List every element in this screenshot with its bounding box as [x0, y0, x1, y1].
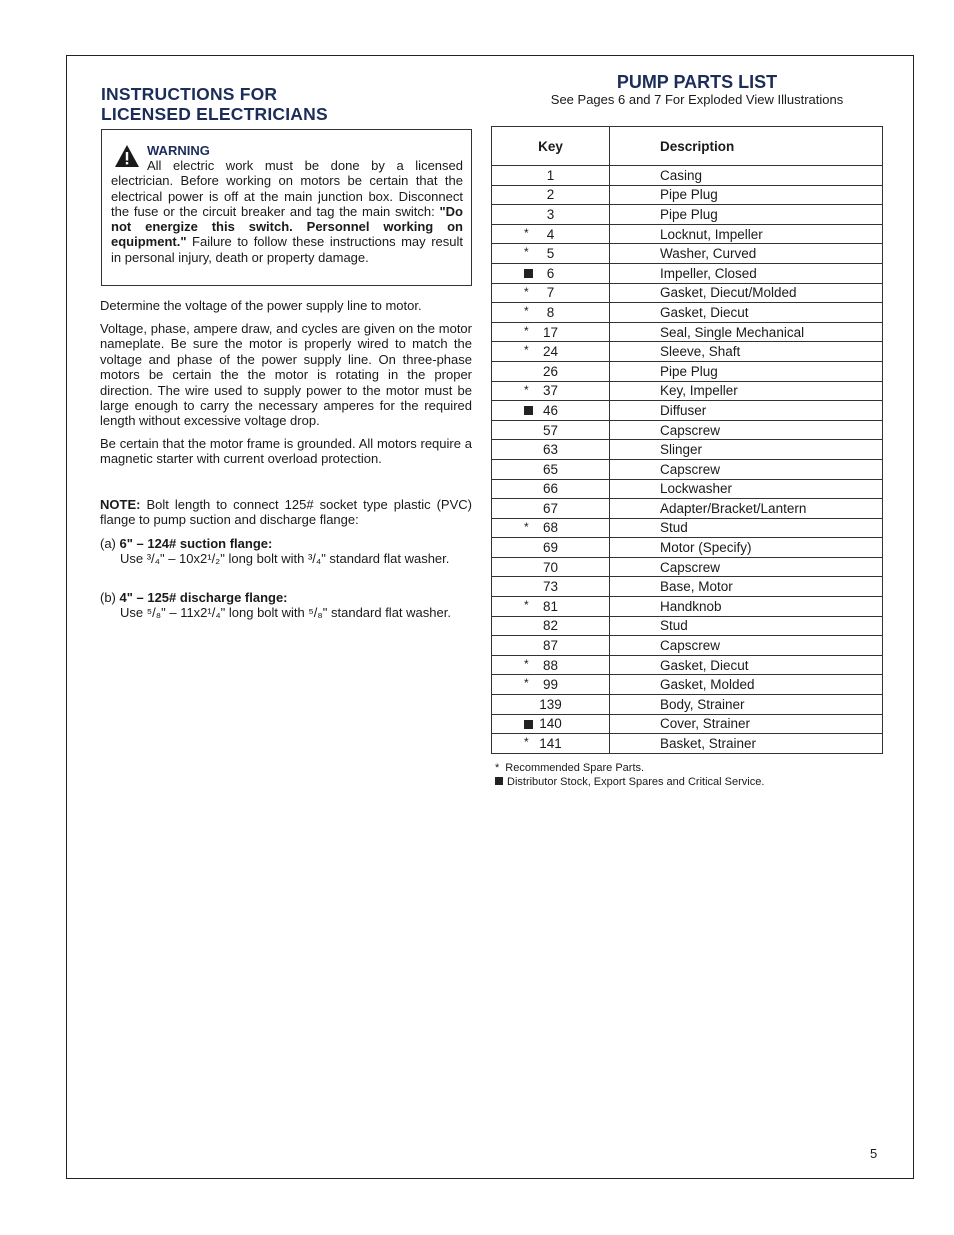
part-key-cell: [492, 381, 610, 401]
part-description: Impeller, Closed: [610, 263, 883, 283]
square-marker-icon: [524, 406, 533, 415]
part-key: 57: [542, 422, 559, 438]
table-row: [492, 263, 883, 283]
paragraph-ground: Be certain that the motor frame is grounded. All motors require a magnetic starter with current overload protection.: [100, 436, 472, 467]
part-description: Capscrew: [610, 557, 883, 577]
part-key-cell: [492, 499, 610, 519]
legend-star-text: Recommended Spare Parts.: [505, 762, 645, 774]
table-row: [492, 303, 883, 323]
part-key-cell: [492, 166, 610, 186]
table-row: [492, 283, 883, 303]
table-row: [492, 420, 883, 440]
part-key: 66: [542, 481, 559, 497]
star-marker-icon: *: [524, 323, 529, 338]
item-a: [100, 536, 472, 567]
table-row: [492, 616, 883, 636]
part-key-cell: [492, 655, 610, 675]
note-text: Bolt length to connect 125# socket type plastic (PVC) flange to pump suction and discharge flange:: [100, 497, 472, 528]
part-key: 68: [542, 520, 559, 536]
table-row: [492, 695, 883, 715]
part-key-cell: [492, 636, 610, 656]
part-key: 37: [542, 383, 559, 399]
table-row: [492, 655, 883, 675]
part-description: Seal, Single Mechanical: [610, 322, 883, 342]
title-line-1: INSTRUCTIONS FOR: [101, 84, 278, 104]
star-marker-icon: *: [524, 225, 529, 240]
part-description: Gasket, Diecut/Molded: [610, 283, 883, 303]
part-key-cell: [492, 244, 610, 264]
note-label: NOTE:: [100, 497, 141, 512]
part-key-cell: [492, 322, 610, 342]
parts-list-subtitle: See Pages 6 and 7 For Exploded View Illustrations: [550, 92, 844, 107]
table-row: [492, 440, 883, 460]
part-description: Base, Motor: [610, 577, 883, 597]
table-row: [492, 361, 883, 381]
part-key: 88: [542, 657, 559, 673]
page-number: 5: [870, 1146, 878, 1161]
part-key: 1: [546, 167, 555, 183]
table-row: [492, 185, 883, 205]
table-row: [492, 205, 883, 225]
square-marker-icon: [524, 269, 533, 278]
warning-text: [111, 158, 463, 265]
part-key-cell: [492, 185, 610, 205]
part-key-cell: [492, 675, 610, 695]
item-a-text: Use ³/₄" – 10x2¹/₂" long bolt with ³/₄" standard flat washer.: [120, 551, 450, 567]
item-b-text: Use ⁵/₈" – 11x2¹/₄" long bolt with ⁵/₈" standard flat washer.: [120, 605, 451, 621]
table-row: [492, 597, 883, 617]
part-key: 139: [539, 696, 562, 712]
part-description: Casing: [610, 166, 883, 186]
star-marker-icon: *: [524, 598, 529, 613]
part-key: 99: [542, 677, 559, 693]
table-row: [492, 322, 883, 342]
table-row: [492, 518, 883, 538]
part-key-cell: [492, 518, 610, 538]
item-b-label: (b): [100, 590, 120, 605]
part-description: Capscrew: [610, 636, 883, 656]
part-key-cell: [492, 597, 610, 617]
warning-text-part: All electric work must be done by a licensed electrician. Before working on motors be certain that the electrical power is off at the main junction box. Disconnect the fuse or the circuit breaker and tag the main switch:: [111, 158, 463, 219]
paragraph-nameplate: Voltage, phase, ampere draw, and cycles are given on the motor nameplate. Be sure the motor is properly wired to match the voltage and phase of the power supply line. On three-phase motors be certain the the motor is rotating in the proper direction. The wire used to supply power to the motor must be large enough to carry the necessary amperes for the required length without excessive voltage drop.: [100, 321, 472, 429]
part-description: Capscrew: [610, 420, 883, 440]
legend-square-text: Distributor Stock, Export Spares and Critical Service.: [507, 776, 765, 788]
table-row: [492, 479, 883, 499]
part-key: 69: [542, 540, 559, 556]
table-row: [492, 538, 883, 558]
table-row: [492, 499, 883, 519]
part-key: 63: [542, 442, 559, 458]
part-key-cell: [492, 361, 610, 381]
table-row: [492, 577, 883, 597]
part-key: 81: [542, 598, 559, 614]
item-b: [100, 590, 472, 621]
part-description: Body, Strainer: [610, 695, 883, 715]
part-description: Motor (Specify): [610, 538, 883, 558]
warning-text-part: Failure to follow these instructions may result in personal injury, death or property damage.: [111, 234, 463, 265]
parts-list-header: [492, 72, 902, 107]
item-a-heading: 6" – 124# suction flange:: [119, 536, 273, 551]
part-key: 70: [542, 559, 559, 575]
part-description: Key, Impeller: [610, 381, 883, 401]
part-description: Pipe Plug: [610, 205, 883, 225]
column-header-key: Key: [492, 127, 610, 166]
star-marker-icon: *: [524, 382, 529, 397]
part-key: 67: [542, 500, 559, 516]
parts-table: [491, 126, 883, 754]
item-a-label: (a): [100, 536, 120, 551]
part-key-cell: [492, 342, 610, 362]
part-description: Slinger: [610, 440, 883, 460]
part-description: Gasket, Diecut: [610, 303, 883, 323]
table-row: [492, 734, 883, 754]
warning-box: [101, 129, 472, 286]
star-marker-icon: *: [524, 519, 529, 534]
part-key-cell: [492, 283, 610, 303]
part-key-cell: [492, 734, 610, 754]
part-key: 141: [539, 736, 562, 752]
part-key-cell: [492, 459, 610, 479]
paragraph-voltage: Determine the voltage of the power supply line to motor.: [100, 298, 422, 313]
star-marker-icon: *: [524, 735, 529, 750]
part-key-cell: [492, 577, 610, 597]
note-paragraph: [100, 497, 472, 528]
star-marker-icon: *: [524, 284, 529, 299]
part-description: Diffuser: [610, 401, 883, 421]
part-description: Handknob: [610, 597, 883, 617]
part-description: Adapter/Bracket/Lantern: [610, 499, 883, 519]
part-key: 2: [546, 187, 555, 203]
star-marker-icon: *: [495, 762, 500, 774]
warning-title: WARNING: [147, 143, 210, 158]
part-key: 6: [546, 265, 555, 281]
part-key-cell: [492, 303, 610, 323]
table-row: [492, 224, 883, 244]
part-key-cell: [492, 440, 610, 460]
part-description: Pipe Plug: [610, 361, 883, 381]
part-description: Gasket, Molded: [610, 675, 883, 695]
table-row: [492, 714, 883, 734]
table-header-row: [492, 127, 883, 166]
part-key: 8: [546, 304, 555, 320]
table-row: [492, 557, 883, 577]
part-description: Stud: [610, 616, 883, 636]
part-key: 87: [542, 638, 559, 654]
legend-star: [495, 762, 644, 775]
part-key: 5: [546, 246, 555, 262]
part-description: Basket, Strainer: [610, 734, 883, 754]
part-key: 82: [542, 618, 559, 634]
part-key: 140: [539, 716, 562, 732]
item-b-heading: 4" – 125# discharge flange:: [119, 590, 288, 605]
part-description: Cover, Strainer: [610, 714, 883, 734]
table-row: [492, 381, 883, 401]
warning-text-bold: "Do not energize this switch. Personnel working on equipment.": [111, 203, 463, 250]
part-key-cell: [492, 714, 610, 734]
table-row: [492, 459, 883, 479]
part-description: Capscrew: [610, 459, 883, 479]
part-key-cell: [492, 420, 610, 440]
table-row: [492, 166, 883, 186]
part-description: Pipe Plug: [610, 185, 883, 205]
table-row: [492, 244, 883, 264]
part-key: 24: [542, 344, 559, 360]
table-row: [492, 342, 883, 362]
part-key-cell: [492, 205, 610, 225]
part-key-cell: [492, 616, 610, 636]
table-row: [492, 401, 883, 421]
part-key-cell: [492, 401, 610, 421]
star-marker-icon: *: [524, 343, 529, 358]
part-description: Gasket, Diecut: [610, 655, 883, 675]
part-key: 17: [542, 324, 559, 340]
star-marker-icon: *: [524, 245, 529, 260]
square-marker-icon: [524, 720, 533, 729]
part-key-cell: [492, 224, 610, 244]
section-title: [101, 84, 328, 124]
column-header-description: Description: [610, 127, 883, 166]
parts-table-body: [492, 166, 883, 754]
part-key: 46: [542, 402, 559, 418]
part-description: Sleeve, Shaft: [610, 342, 883, 362]
part-key: 4: [546, 226, 555, 242]
part-description: Stud: [610, 518, 883, 538]
parts-list-title: PUMP PARTS LIST: [616, 72, 778, 92]
part-key: 73: [542, 579, 559, 595]
star-marker-icon: *: [524, 304, 529, 319]
title-line-2: LICENSED ELECTRICIANS: [101, 104, 328, 124]
part-description: Lockwasher: [610, 479, 883, 499]
star-marker-icon: *: [524, 676, 529, 691]
table-row: [492, 675, 883, 695]
part-key: 65: [542, 461, 559, 477]
part-key: 26: [542, 363, 559, 379]
part-key-cell: [492, 695, 610, 715]
part-description: Washer, Curved: [610, 244, 883, 264]
legend-square: [495, 776, 764, 789]
square-marker-icon: [495, 777, 503, 785]
table-row: [492, 636, 883, 656]
star-marker-icon: *: [524, 656, 529, 671]
part-key-cell: [492, 557, 610, 577]
part-key-cell: [492, 263, 610, 283]
part-key: 3: [546, 206, 555, 222]
part-description: Locknut, Impeller: [610, 224, 883, 244]
part-key: 7: [546, 285, 555, 301]
part-key-cell: [492, 538, 610, 558]
part-key-cell: [492, 479, 610, 499]
